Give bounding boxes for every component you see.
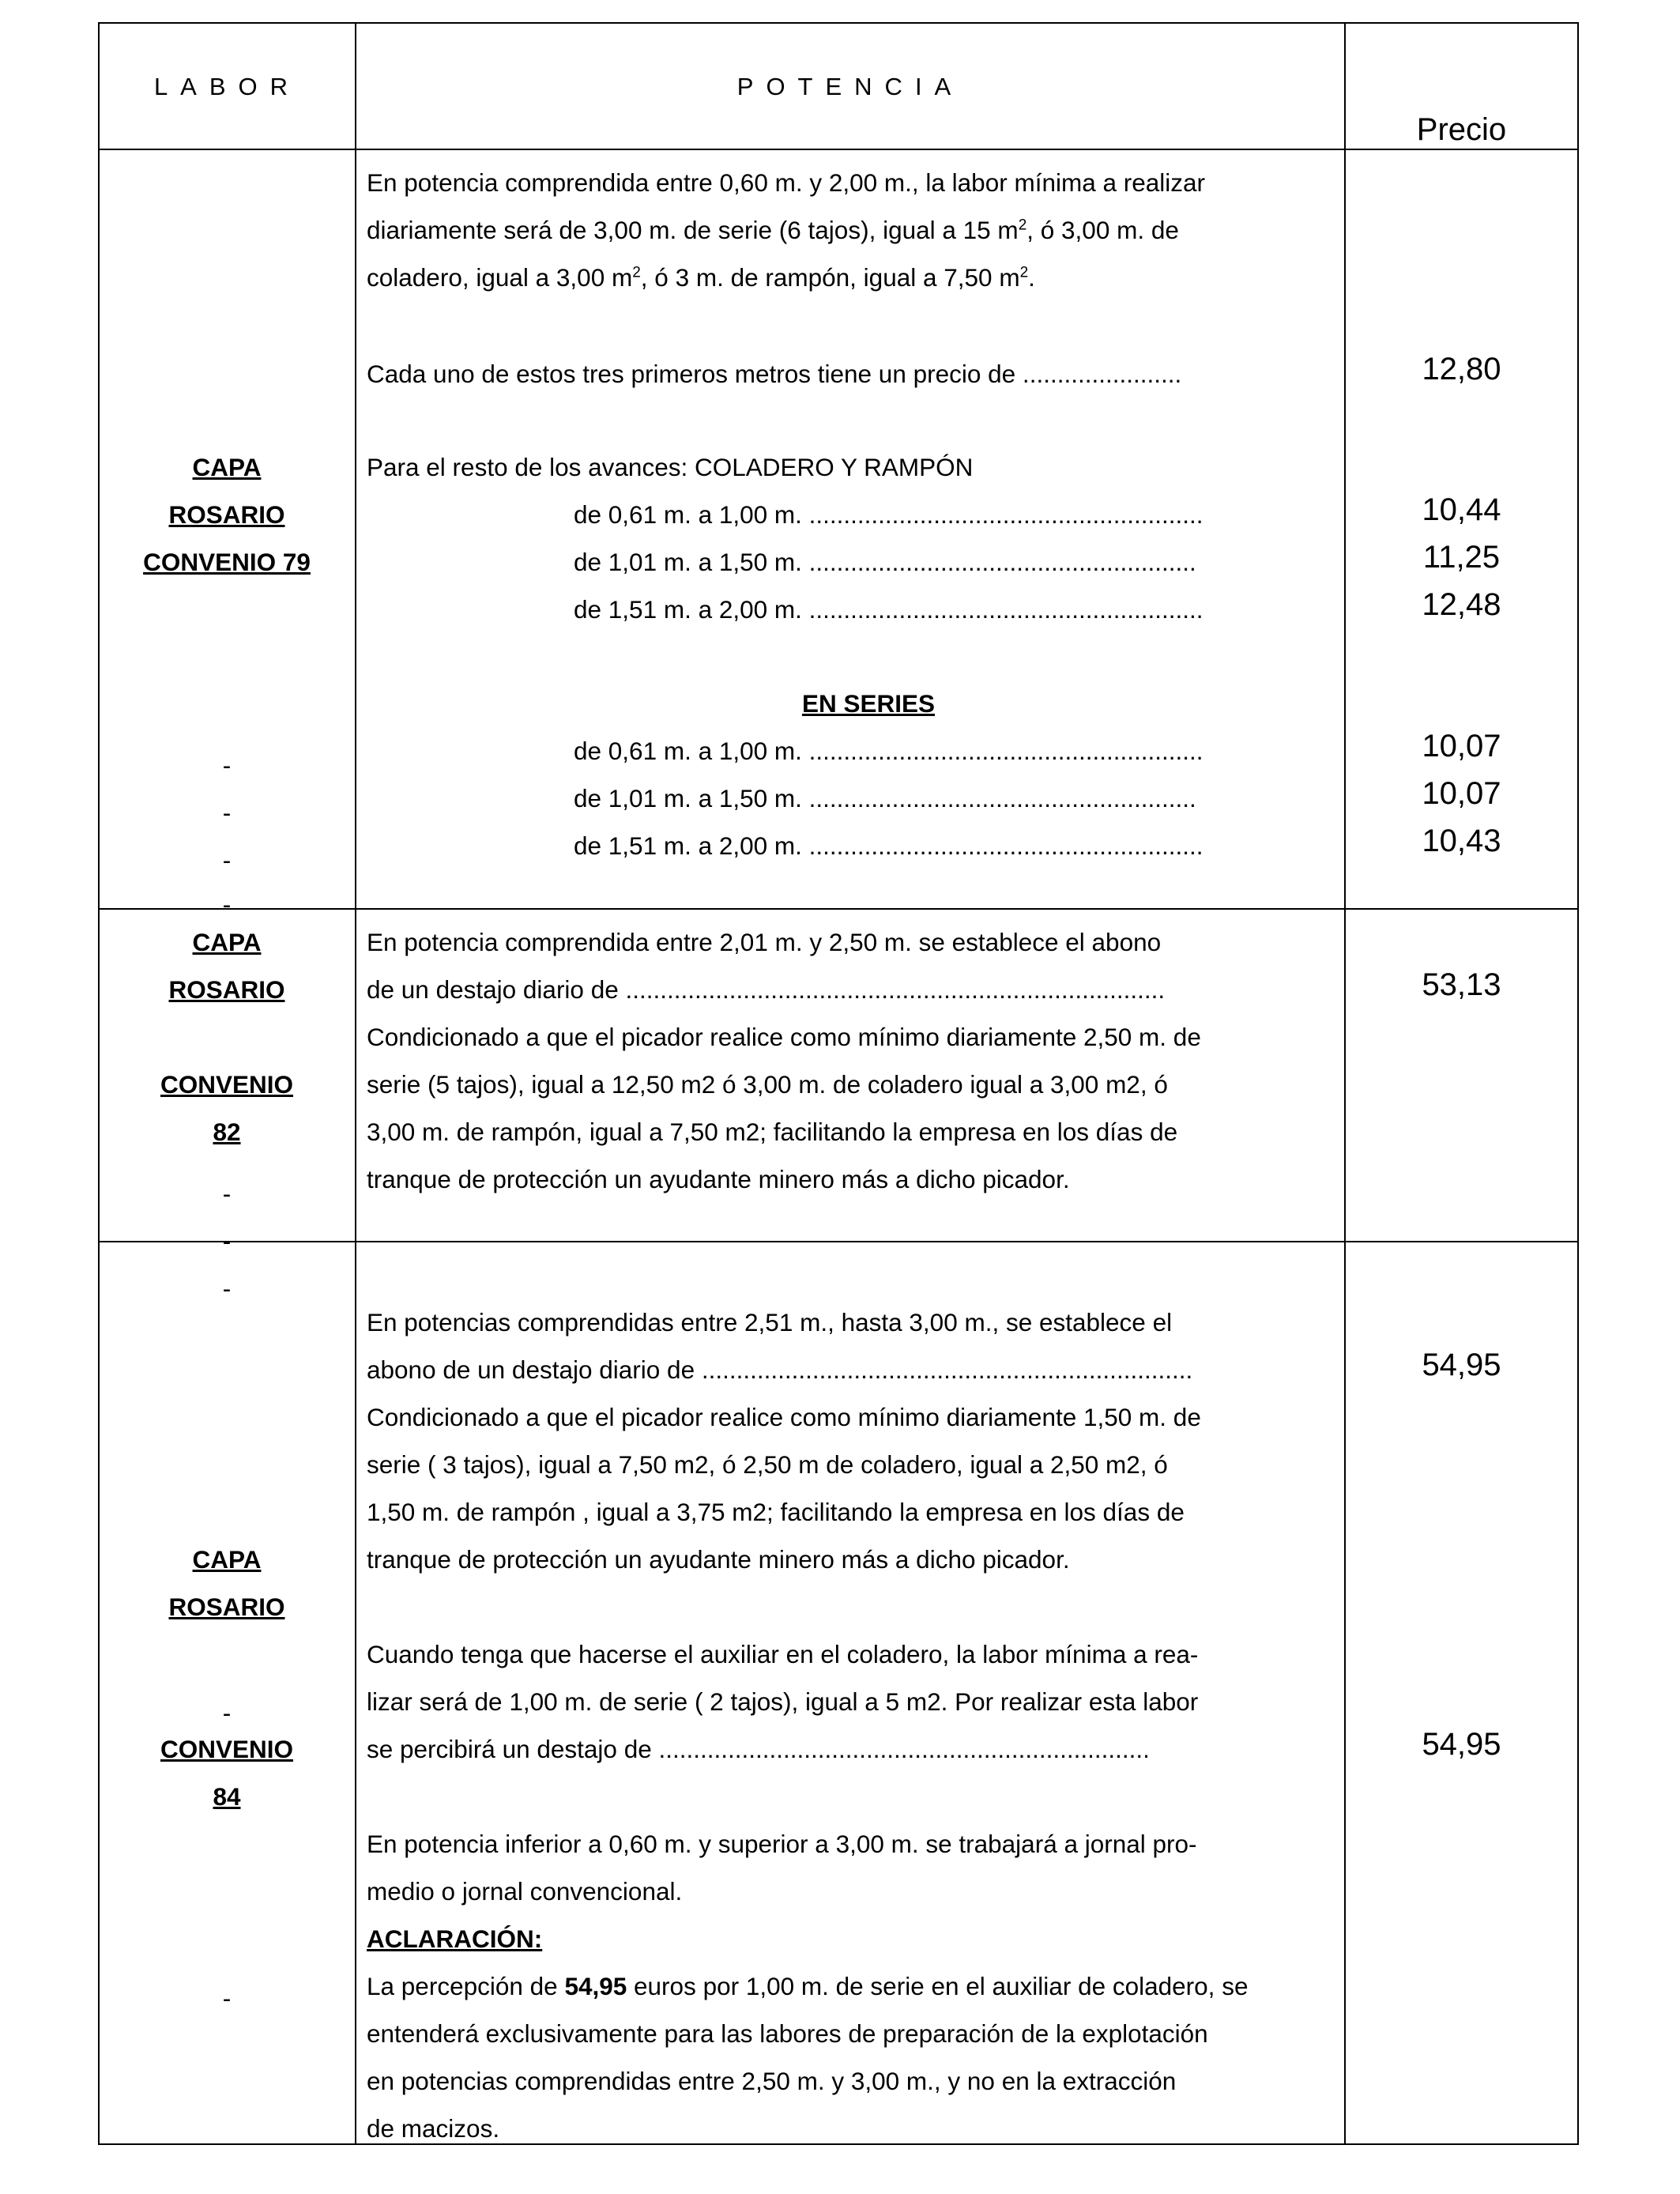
labor-dash: - [222,846,232,874]
aclaracion-amount: 54,95 [564,1972,627,2000]
price-cell: 10,43 [1422,824,1501,858]
price-cell: 10,44 [1422,492,1501,527]
header-potencia: POTENCIA [736,73,964,100]
s1-intro-text: , ó 3 m. de rampón, igual a 7,50 m [640,263,1020,292]
s1-intro-text: , ó 3,00 m. de [1026,216,1179,244]
labor-rosario-1: ROSARIO [168,500,285,529]
s3-line: tranque de protección un ayudante minero más a dicho picador. [367,1545,1070,1574]
s1-intro-text: coladero, igual a 3,00 m [367,263,633,292]
range-row: de 0,61 m. a 1,00 m. ......................................................... [574,737,1203,765]
range-row: de 1,51 m. a 2,00 m. ......................................................... [574,595,1203,624]
labor-convenio-79: CONVENIO 79 [143,548,311,576]
s1-intro-line-3 [367,262,1035,293]
labor-dash: - [222,1698,232,1727]
s1-intro-line-1: En potencia comprendida entre 0,60 m. y 2,00 m., la labor mínima a realizar [367,168,1206,197]
range-row: de 0,61 m. a 1,00 m. ......................................................... [574,500,1203,529]
header-labor: LABOR [153,73,301,100]
s2-line: serie (5 tajos), igual a 12,50 m2 ó 3,00 m. de coladero igual a 3,00 m2, ó [367,1070,1168,1099]
s3-line: medio o jornal convencional. [367,1877,683,1906]
header-precio: Precio [1416,112,1507,147]
labor-convenio-82-number: 82 [213,1118,241,1146]
price-cell: 54,95 [1422,1348,1501,1382]
s3-line: En potencias comprendidas entre 2,51 m., hasta 3,00 m., se establece el [367,1308,1173,1336]
labor-capa-2: CAPA [192,928,262,956]
s1-resto: Para el resto de los avances: COLADERO Y RAMPÓN [367,453,974,481]
labor-convenio-84: CONVENIO [160,1735,294,1763]
price-cell: 53,13 [1422,967,1501,1002]
price-cell: 54,95 [1422,1727,1501,1762]
price-cell: 12,80 [1422,352,1501,386]
s3-line: abono de un destajo diario de ....................................................................... [367,1355,1193,1384]
aclaracion-line: en potencias comprendidas entre 2,50 m. y 3,00 m., y no en la extracción [367,2067,1177,2095]
aclaracion-text: euros por 1,00 m. de serie en el auxiliar de coladero, se [627,1972,1249,2000]
s3-line: serie ( 3 tajos), igual a 7,50 m2, ó 2,50 m de coladero, igual a 2,50 m2, ó [367,1450,1168,1479]
s3-line: 1,50 m. de rampón , igual a 3,75 m2; facilitando la empresa en los días de [367,1498,1185,1526]
column-divider-2 [1344,22,1346,2145]
aclaracion-line-1 [367,1970,1248,2002]
aclaracion-line: de macizos. [367,2114,500,2143]
aclaracion-heading: ACLARACIÓN: [367,1924,543,1953]
range-row: de 1,01 m. a 1,50 m. ........................................................ [574,548,1196,576]
en-series-heading: EN SERIES [801,689,936,718]
header-row-divider [98,149,1579,150]
labor-dash: - [222,1179,232,1208]
s2-line: En potencia comprendida entre 2,01 m. y 2,50 m. se establece el abono [367,928,1162,956]
labor-dash: - [222,751,232,779]
superscript: 2 [1019,264,1029,281]
labor-capa-1: CAPA [192,453,262,481]
labor-capa-3: CAPA [192,1545,262,1574]
price-cell: 11,25 [1422,540,1501,575]
labor-rosario-2: ROSARIO [168,975,285,1004]
s3-line: En potencia inferior a 0,60 m. y superior a 3,00 m. se trabajará a jornal pro- [367,1830,1197,1858]
labor-convenio-84-number: 84 [213,1782,241,1811]
price-cell: 10,07 [1422,776,1501,811]
labor-convenio-82: CONVENIO [160,1070,294,1099]
s1-intro-text: . [1028,263,1035,292]
s3-line: lizar será de 1,00 m. de serie ( 2 tajos), igual a 5 m2. Por realizar esta labor [367,1687,1199,1716]
labor-dash: - [222,890,232,918]
s1-cada-uno: Cada uno de estos tres primeros metros tiene un precio de ....................... [367,360,1182,388]
range-row: de 1,01 m. a 1,50 m. ........................................................ [574,784,1196,812]
s3-line: Condicionado a que el picador realice como mínimo diariamente 1,50 m. de [367,1403,1201,1431]
aclaracion-text: La percepción de [367,1972,565,2000]
s1-intro-line-2 [367,214,1179,246]
price-cell: 12,48 [1422,587,1501,622]
labor-rosario-3: ROSARIO [168,1593,285,1621]
superscript: 2 [632,264,641,281]
labor-dash: - [222,798,232,827]
labor-dash: - [222,1274,232,1302]
s2-line: Condicionado a que el picador realice como mínimo diariamente 2,50 m. de [367,1023,1201,1051]
labor-dash: - [222,1984,232,2012]
price-cell: 10,07 [1422,729,1501,763]
s3-line: se percibirá un destajo de ....................................................................... [367,1735,1150,1763]
s2-line: tranque de protección un ayudante minero más a dicho picador. [367,1165,1070,1193]
s2-line: 3,00 m. de rampón, igual a 7,50 m2; facilitando la empresa en los días de [367,1118,1178,1146]
range-row: de 1,51 m. a 2,00 m. ......................................................... [574,831,1203,860]
s1-intro-text: diariamente será de 3,00 m. de serie (6 tajos), igual a 15 m [367,216,1019,244]
s2-line: de un destajo diario de .............................................................................. [367,975,1166,1004]
superscript: 2 [1018,217,1027,234]
aclaracion-line: entenderá exclusivamente para las labores de preparación de la explotación [367,2019,1208,2048]
labor-dash: - [222,1227,232,1255]
table-border-bottom [98,2143,1579,2145]
table-border-top [98,22,1579,24]
table-border-right [1577,22,1579,2145]
s3-line: Cuando tenga que hacerse el auxiliar en el coladero, la labor mínima a rea- [367,1640,1199,1668]
